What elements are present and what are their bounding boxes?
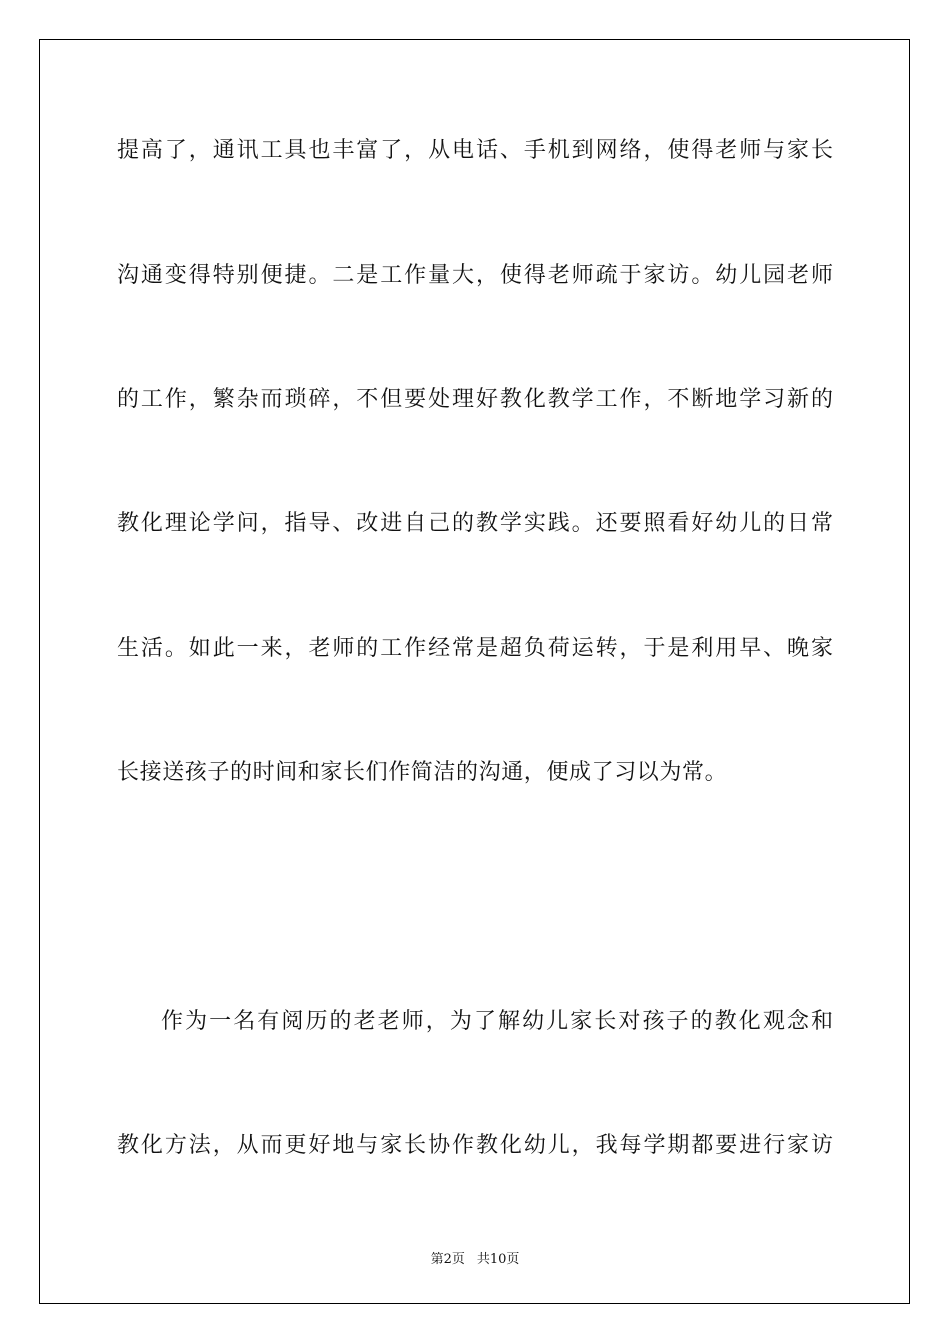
- page-border: [39, 39, 910, 1304]
- body-line-3: 的工作，繁杂而琐碎，不但要处理好教化教学工作，不断地学习新的: [117, 387, 833, 412]
- body-line-7: 作为一名有阅历的老老师，为了解幼儿家长对孩子的教化观念和: [161, 1009, 833, 1034]
- page-footer: [0, 1248, 950, 1267]
- body-line-2: 沟通变得特别便捷。二是工作量大，使得老师疏于家访。幼儿园老师: [117, 263, 833, 288]
- body-line-5: 生活。如此一来，老师的工作经常是超负荷运转，于是利用早、晚家: [117, 636, 833, 661]
- body-line-1: 提高了，通讯工具也丰富了，从电话、手机到网络，使得老师与家长: [117, 138, 833, 163]
- page-number-current: 第2页: [430, 1252, 465, 1267]
- body-line-4: 教化理论学问，指导、改进自己的教学实践。还要照看好幼儿的日常: [117, 511, 833, 536]
- body-line-8: 教化方法，从而更好地与家长协作教化幼儿，我每学期都要进行家访: [117, 1133, 833, 1158]
- page-number-total: 共10页: [476, 1252, 520, 1267]
- body-line-6: 长接送孩子的时间和家长们作简洁的沟通，便成了习以为常。: [117, 760, 728, 785]
